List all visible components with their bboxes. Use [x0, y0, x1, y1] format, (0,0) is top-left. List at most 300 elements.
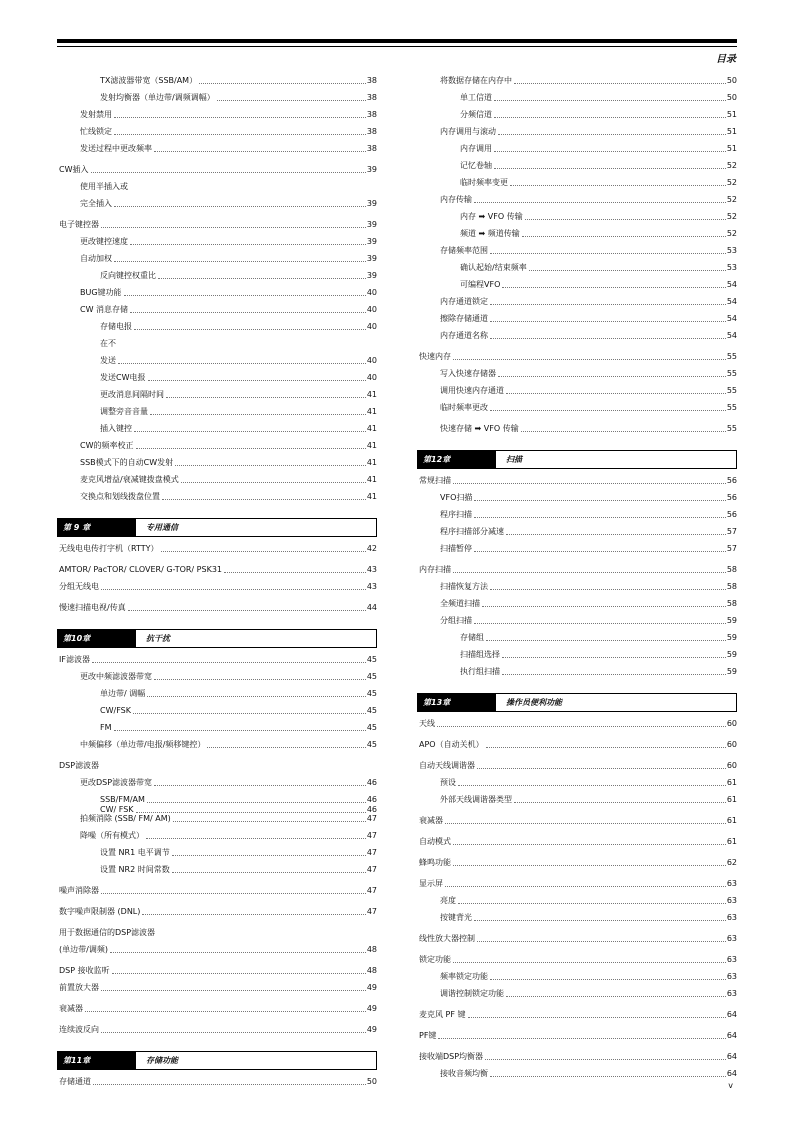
toc-entry-page: 45 — [366, 723, 377, 732]
toc-entry-title: 衰减器 — [419, 816, 443, 825]
dot-leader — [124, 295, 366, 296]
toc-entry[interactable] — [419, 510, 737, 520]
toc-entry[interactable] — [59, 339, 377, 349]
dot-leader — [453, 865, 726, 866]
toc-entry[interactable] — [59, 814, 377, 824]
toc-entry-page: 44 — [366, 603, 377, 612]
toc-entry[interactable] — [59, 458, 377, 468]
dot-leader — [134, 431, 366, 432]
toc-entry-title: CW的频率校正 — [80, 441, 134, 450]
toc-entry[interactable] — [419, 144, 737, 154]
dot-leader — [477, 768, 726, 769]
chapter-number: 第11章 — [58, 1052, 136, 1069]
dot-leader — [146, 838, 366, 839]
toc-entry-page: 39 — [366, 165, 377, 174]
toc-entry[interactable] — [59, 983, 377, 993]
toc-entry-page: 41 — [366, 458, 377, 467]
toc-entry[interactable] — [419, 229, 737, 239]
toc-entry-title: 扫描组选择 — [460, 650, 500, 659]
toc-entry[interactable] — [419, 989, 737, 999]
toc-entry[interactable] — [59, 672, 377, 682]
toc-entry-page: 54 — [726, 297, 737, 306]
toc-entry-title: 慢速扫描电视/传真 — [59, 603, 126, 612]
dot-leader — [502, 657, 726, 658]
toc-entry-page: 48 — [366, 966, 377, 975]
toc-entry[interactable] — [419, 93, 737, 103]
toc-entry[interactable] — [59, 144, 377, 154]
toc-entry-page: 43 — [366, 582, 377, 591]
toc-entry[interactable] — [59, 805, 377, 815]
toc-entry[interactable] — [59, 305, 377, 315]
toc-entry[interactable] — [419, 1031, 737, 1041]
toc-entry-page: 48 — [366, 945, 377, 954]
toc-entry-page: 64 — [726, 1031, 737, 1040]
toc-entry-title: 程序扫描部分减速 — [440, 527, 504, 536]
toc-entry[interactable] — [59, 199, 377, 209]
toc-entry-page: 54 — [726, 331, 737, 340]
header-rule-thick — [57, 39, 737, 43]
toc-entry-title: VFO扫描 — [440, 493, 473, 502]
toc-entry[interactable] — [419, 297, 737, 307]
toc-entry-title: 调谐控制锁定功能 — [440, 989, 504, 998]
toc-entry-page: 45 — [366, 689, 377, 698]
toc-entry-page: 46 — [366, 795, 377, 804]
toc-entry[interactable] — [59, 544, 377, 554]
toc-entry-title: 临时频率更改 — [440, 403, 488, 412]
toc-entry-title: 存储频率范围 — [440, 246, 488, 255]
toc-entry-page: 42 — [366, 544, 377, 553]
toc-entry[interactable] — [419, 331, 737, 341]
toc-entry[interactable] — [59, 356, 377, 366]
toc-entry-title: 接收音频均衡 — [440, 1069, 488, 1078]
toc-entry[interactable] — [419, 955, 737, 965]
toc-entry-title: 可编程VFO — [460, 280, 501, 289]
dot-leader — [154, 151, 366, 152]
toc-entry-title: 内存调用与滚动 — [440, 127, 496, 136]
toc-entry[interactable] — [419, 582, 737, 592]
toc-entry-page: 56 — [726, 476, 737, 485]
toc-entry-title: 设置 NR2 时间常数 — [100, 865, 170, 874]
toc-entry-page: 46 — [366, 804, 377, 814]
toc-entry-page: 50 — [726, 93, 737, 102]
toc-entry-title: 程序扫描 — [440, 510, 472, 519]
dot-leader — [529, 270, 726, 271]
toc-entry-title: DSP 接收监听 — [59, 966, 110, 975]
dot-leader — [128, 610, 366, 611]
dot-leader — [453, 483, 726, 484]
toc-entry[interactable] — [59, 1025, 377, 1035]
toc-entry-page: 47 — [366, 831, 377, 840]
toc-entry-title: 更改消息间隔时间 — [100, 390, 164, 399]
toc-entry[interactable] — [59, 390, 377, 400]
dot-leader — [199, 83, 366, 84]
chapter-number: 第10章 — [58, 630, 136, 647]
toc-entry-page: 63 — [726, 934, 737, 943]
toc-entry-page: 50 — [366, 1077, 377, 1086]
toc-entry-title: 使用半插入或 — [80, 182, 128, 191]
dot-leader — [93, 1084, 366, 1085]
toc-entry-title: 插入键控 — [100, 424, 132, 433]
toc-entry-page: 41 — [366, 407, 377, 416]
toc-entry[interactable] — [59, 723, 377, 733]
toc-entry[interactable] — [419, 972, 737, 982]
dot-leader — [166, 397, 366, 398]
toc-entry-title: CW/ FSK — [100, 804, 134, 814]
toc-entry[interactable] — [419, 110, 737, 120]
toc-entry[interactable] — [419, 246, 737, 256]
toc-entry-title: 自动加权 — [80, 254, 112, 263]
toc-entry[interactable] — [419, 761, 737, 771]
dot-leader — [494, 117, 726, 118]
toc-entry-page: 52 — [726, 195, 737, 204]
toc-entry[interactable] — [59, 603, 377, 613]
toc-entry[interactable] — [419, 369, 737, 379]
dot-leader — [101, 589, 366, 590]
dot-leader — [490, 338, 726, 339]
toc-entry-page: 55 — [726, 424, 737, 433]
toc-entry-title: SSB模式下的自动CW发射 — [80, 458, 174, 467]
toc-entry-page: 58 — [726, 582, 737, 591]
dot-leader — [110, 952, 366, 953]
toc-entry-title: 发送CW电报 — [100, 373, 146, 382]
toc-entry-title: CW插入 — [59, 165, 89, 174]
toc-entry-page: 49 — [366, 1004, 377, 1013]
toc-entry[interactable] — [419, 195, 737, 205]
dot-leader — [101, 893, 366, 894]
toc-entry-title: 在不 — [100, 339, 116, 348]
toc-entry-page: 53 — [726, 246, 737, 255]
toc-entry[interactable] — [419, 544, 737, 554]
toc-entry[interactable] — [419, 740, 737, 750]
dot-leader — [158, 278, 366, 279]
toc-entry-title: 内存通道锁定 — [440, 297, 488, 306]
toc-entry-page: 50 — [726, 76, 737, 85]
toc-entry-title: 外部天线调谐器类型 — [440, 795, 512, 804]
dot-leader — [161, 551, 366, 552]
toc-entry-title: 分组无线电 — [59, 582, 99, 591]
toc-entry-page: 54 — [726, 314, 737, 323]
dot-leader — [114, 206, 366, 207]
toc-entry-title: 写入快速存储器 — [440, 369, 496, 378]
toc-entry[interactable] — [419, 934, 737, 944]
dot-leader — [181, 482, 366, 483]
toc-entry-page: 39 — [366, 199, 377, 208]
toc-entry-page: 64 — [726, 1052, 737, 1061]
toc-entry-title: 线性放大器控制 — [419, 934, 475, 943]
chapter-header — [57, 1051, 377, 1070]
toc-entry-title: 交换点和划线拨盘位置 — [80, 492, 160, 501]
dot-leader — [101, 1032, 366, 1033]
toc-entry[interactable] — [419, 858, 737, 868]
toc-entry[interactable] — [59, 761, 377, 771]
dot-leader — [453, 359, 726, 360]
dot-leader — [112, 973, 366, 974]
toc-entry[interactable] — [59, 127, 377, 137]
toc-entry-page: 56 — [726, 510, 737, 519]
toc-entry[interactable] — [59, 966, 377, 976]
toc-entry-title: 完全插入 — [80, 199, 112, 208]
toc-entry[interactable] — [419, 352, 737, 362]
chapter-header — [57, 518, 377, 537]
dot-leader — [458, 785, 726, 786]
toc-entry-page: 46 — [366, 778, 377, 787]
dot-leader — [445, 823, 726, 824]
toc-entry-page: 39 — [366, 271, 377, 280]
dot-leader — [101, 990, 366, 991]
chapter-title: 扫描 — [506, 455, 522, 464]
dot-leader — [114, 261, 366, 262]
toc-entry-page: 39 — [366, 254, 377, 263]
dot-leader — [114, 134, 366, 135]
dot-leader — [133, 713, 366, 714]
toc-entry-page: 51 — [726, 127, 737, 136]
toc-entry[interactable] — [419, 913, 737, 923]
dot-leader — [510, 185, 726, 186]
toc-entry-title: 发射均衡器（单边带/调频调幅） — [100, 93, 215, 102]
toc-entry-page: 40 — [366, 356, 377, 365]
toc-entry-page: 62 — [726, 858, 737, 867]
toc-entry-title: 锁定功能 — [419, 955, 451, 964]
toc-entry[interactable] — [419, 424, 737, 434]
toc-entry[interactable] — [59, 93, 377, 103]
toc-entry-title: 连续波反向 — [59, 1025, 99, 1034]
toc-entry[interactable] — [59, 1077, 377, 1087]
dot-leader — [217, 100, 366, 101]
chapter-number: 第12章 — [418, 451, 496, 468]
toc-entry[interactable] — [419, 633, 737, 643]
dot-leader — [490, 410, 726, 411]
toc-entry[interactable] — [419, 837, 737, 847]
toc-entry-title: 发射禁用 — [80, 110, 112, 119]
toc-entry-page: 40 — [366, 373, 377, 382]
toc-entry[interactable] — [419, 599, 737, 609]
toc-entry[interactable] — [59, 254, 377, 264]
toc-entry-page: 55 — [726, 386, 737, 395]
toc-entry-title: 用于数据通信的DSP滤波器 — [59, 928, 156, 937]
dot-leader — [468, 1017, 726, 1018]
toc-entry-page: 40 — [366, 305, 377, 314]
toc-entry-title: 天线 — [419, 719, 435, 728]
toc-entry-title: 数字噪声限制器 (DNL) — [59, 907, 141, 916]
toc-entry[interactable] — [59, 740, 377, 750]
toc-entry-title: TX滤波器带宽（SSB/AM） — [100, 76, 198, 85]
toc-entry-page: 39 — [366, 237, 377, 246]
dot-leader — [494, 151, 726, 152]
toc-entry-title: APO（自动关机） — [419, 740, 484, 749]
toc-entry[interactable] — [59, 165, 377, 175]
toc-entry[interactable] — [419, 493, 737, 503]
toc-entry-title: 单工信道 — [460, 93, 492, 102]
toc-entry-page: 58 — [726, 599, 737, 608]
dot-leader — [490, 304, 726, 305]
toc-entry-title: 预设 — [440, 778, 456, 787]
toc-entry-title: 扫描暂停 — [440, 544, 472, 553]
toc-entry-page: 38 — [366, 93, 377, 102]
toc-entry[interactable] — [59, 582, 377, 592]
toc-entry[interactable] — [59, 475, 377, 485]
dot-leader — [445, 886, 726, 887]
toc-entry-page: 60 — [726, 740, 737, 749]
toc-entry[interactable] — [419, 476, 737, 486]
toc-entry-title: 调用快速内存通道 — [440, 386, 504, 395]
dot-leader — [453, 962, 726, 963]
toc-entry-title: 内存传输 — [440, 195, 472, 204]
dot-leader — [172, 872, 366, 873]
dot-leader — [474, 551, 726, 552]
toc-entry-title: 频率锁定功能 — [440, 972, 488, 981]
toc-entry-title: 存储电报 — [100, 322, 132, 331]
toc-entry[interactable] — [419, 778, 737, 788]
toc-entry-title: 拍频消除 (SSB/ FM/ AM) — [80, 814, 171, 823]
toc-entry[interactable] — [419, 527, 737, 537]
toc-entry-page: 61 — [726, 778, 737, 787]
toc-entry-page: 52 — [726, 229, 737, 238]
toc-entry[interactable] — [59, 271, 377, 281]
toc-entry[interactable] — [59, 655, 377, 665]
toc-entry-title: 擦除存储通道 — [440, 314, 488, 323]
dot-leader — [224, 572, 366, 573]
toc-entry-page: 41 — [366, 390, 377, 399]
toc-entry-page: 38 — [366, 76, 377, 85]
dot-leader — [474, 500, 725, 501]
toc-entry-page: 49 — [366, 983, 377, 992]
dot-leader — [162, 499, 366, 500]
dot-leader — [437, 726, 726, 727]
toc-entry-title: 接收端DSP均衡器 — [419, 1052, 484, 1061]
chapter-title: 专用通信 — [146, 523, 178, 532]
toc-entry[interactable] — [59, 237, 377, 247]
chapter-title: 存储功能 — [146, 1056, 178, 1065]
toc-entry-title: AMTOR/ PacTOR/ CLOVER/ G-TOR/ PSK31 — [59, 565, 222, 574]
toc-entry[interactable] — [59, 322, 377, 332]
toc-entry-title: 快速存储 ➡ VFO 传输 — [440, 424, 519, 433]
toc-entry-title: 自动模式 — [419, 837, 451, 846]
dot-leader — [477, 941, 726, 942]
toc-entry[interactable] — [59, 831, 377, 841]
toc-entry-page: 64 — [726, 1010, 737, 1019]
toc-entry[interactable] — [419, 719, 737, 729]
toc-entry[interactable] — [59, 795, 377, 805]
toc-entry[interactable] — [419, 314, 737, 324]
toc-entry-title: 将数据存储在内存中 — [440, 76, 512, 85]
dot-leader — [494, 100, 726, 101]
toc-entry-page: 55 — [726, 403, 737, 412]
toc-entry[interactable] — [59, 220, 377, 230]
toc-entry-title: FM — [100, 723, 112, 732]
toc-entry[interactable] — [59, 689, 377, 699]
toc-entry-page: 52 — [726, 178, 737, 187]
toc-entry[interactable] — [419, 212, 737, 222]
dot-leader — [486, 747, 726, 748]
toc-entry[interactable] — [59, 424, 377, 434]
toc-entry[interactable] — [419, 795, 737, 805]
toc-entry[interactable] — [59, 76, 377, 86]
toc-entry-page: 55 — [726, 369, 737, 378]
toc-entry[interactable] — [419, 667, 737, 677]
dot-leader — [136, 812, 366, 813]
dot-leader — [154, 785, 366, 786]
toc-entry[interactable] — [419, 76, 737, 86]
toc-entry-page: 51 — [726, 110, 737, 119]
toc-entry-title: 分组扫描 — [440, 616, 472, 625]
toc-entry[interactable] — [419, 650, 737, 660]
toc-entry[interactable] — [419, 616, 737, 626]
toc-entry-title: 降噪（所有模式） — [80, 831, 144, 840]
toc-entry[interactable] — [59, 886, 377, 896]
toc-entry-page: 58 — [726, 565, 737, 574]
toc-entry[interactable] — [419, 280, 737, 290]
toc-entry[interactable] — [59, 407, 377, 417]
toc-entry-page: 45 — [366, 655, 377, 664]
toc-entry[interactable] — [59, 373, 377, 383]
dot-leader — [207, 747, 365, 748]
toc-entry-page: 63 — [726, 955, 737, 964]
toc-entry-title: 按键背光 — [440, 913, 472, 922]
toc-entry[interactable] — [59, 907, 377, 917]
toc-entry[interactable] — [419, 386, 737, 396]
toc-entry-page: 59 — [726, 633, 737, 642]
toc-entry[interactable] — [419, 1010, 737, 1020]
toc-entry[interactable] — [59, 848, 377, 858]
toc-entry-page: 63 — [726, 989, 737, 998]
toc-entry[interactable] — [419, 1052, 737, 1062]
toc-entry[interactable] — [419, 816, 737, 826]
dot-leader — [134, 329, 366, 330]
toc-entry[interactable] — [419, 161, 737, 171]
toc-entry-title: (单边带/调频) — [59, 945, 108, 954]
toc-entry-page: 59 — [726, 667, 737, 676]
toc-entry-title: 前置放大器 — [59, 983, 99, 992]
toc-entry-title: 衰减器 — [59, 1004, 83, 1013]
toc-entry[interactable] — [419, 178, 737, 188]
dot-leader — [114, 730, 366, 731]
toc-entry-title: 存储组 — [460, 633, 484, 642]
dot-leader — [458, 903, 726, 904]
toc-entry[interactable] — [419, 565, 737, 575]
toc-entry[interactable] — [59, 565, 377, 575]
toc-entry[interactable] — [59, 288, 377, 298]
toc-entry[interactable] — [419, 263, 737, 273]
toc-entry[interactable] — [59, 441, 377, 451]
toc-entry[interactable] — [59, 492, 377, 502]
toc-entry[interactable] — [59, 778, 377, 788]
toc-entry-title: 自动天线调谐器 — [419, 761, 475, 770]
toc-entry[interactable] — [59, 706, 377, 716]
toc-entry-title: 全频道扫描 — [440, 599, 480, 608]
toc-entry[interactable] — [419, 879, 737, 889]
toc-entry-page: 61 — [726, 837, 737, 846]
toc-entry[interactable] — [59, 865, 377, 875]
chapter-title: 操作员便利功能 — [506, 698, 562, 707]
toc-entry[interactable] — [59, 928, 377, 938]
dot-leader — [490, 321, 726, 322]
toc-entry-page: 52 — [726, 212, 737, 221]
toc-entry[interactable] — [419, 127, 737, 137]
toc-entry[interactable] — [419, 1069, 737, 1079]
dot-leader — [147, 696, 366, 697]
page-title: 目录 — [716, 54, 736, 65]
dot-leader — [136, 448, 366, 449]
toc-entry[interactable] — [59, 945, 377, 955]
chapter-number: 第 9 章 — [58, 519, 136, 536]
toc-entry[interactable] — [59, 110, 377, 120]
dot-leader — [521, 431, 726, 432]
toc-entry[interactable] — [419, 403, 737, 413]
toc-entry[interactable] — [59, 1004, 377, 1014]
toc-entry-page: 38 — [366, 110, 377, 119]
toc-entry[interactable] — [59, 182, 377, 192]
toc-entry[interactable] — [419, 896, 737, 906]
